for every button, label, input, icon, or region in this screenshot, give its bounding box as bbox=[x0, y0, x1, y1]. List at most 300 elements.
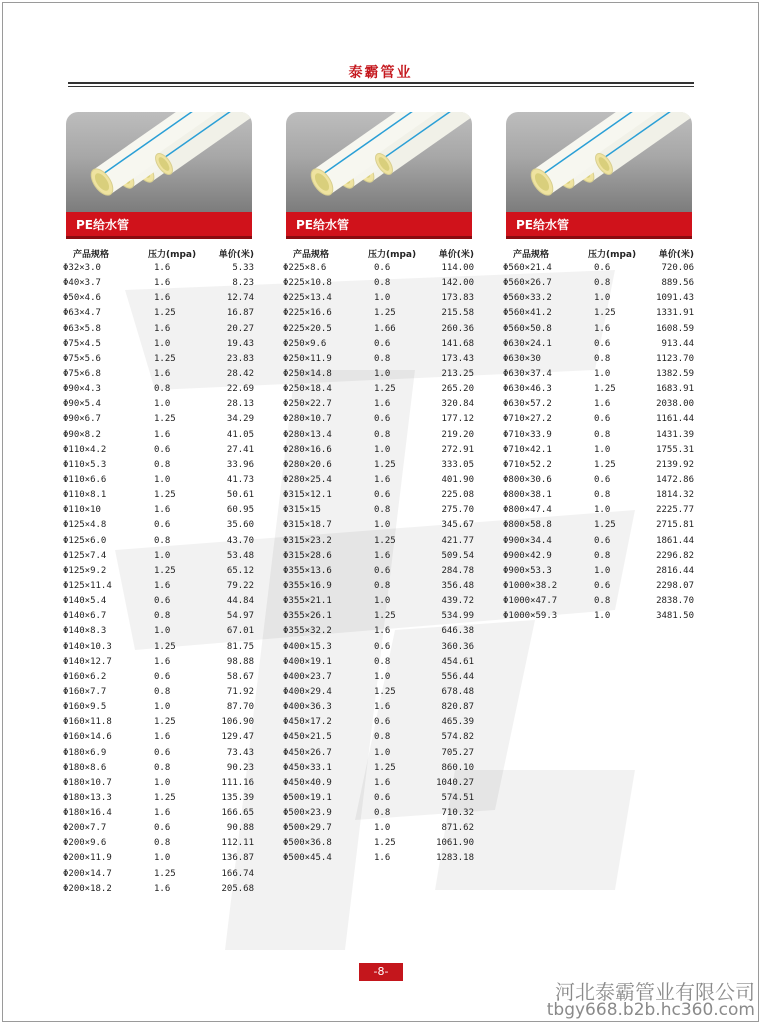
spec-cell: Φ630×46.3 bbox=[503, 384, 552, 395]
price-cell: 60.95 bbox=[226, 505, 254, 516]
table-row bbox=[283, 414, 476, 429]
price-cell: 90.23 bbox=[226, 762, 254, 773]
pressure-cell: 0.8 bbox=[374, 656, 391, 667]
spec-cell: Φ200×14.7 bbox=[63, 868, 112, 879]
table-row bbox=[63, 686, 256, 702]
price-cell: 219.20 bbox=[441, 429, 474, 440]
price-cell: 79.22 bbox=[226, 580, 254, 591]
spec-cell: Φ500×45.4 bbox=[283, 853, 332, 864]
price-cell: 646.38 bbox=[441, 626, 474, 637]
price-cell: 260.36 bbox=[441, 323, 474, 334]
pressure-cell: 1.6 bbox=[374, 702, 391, 713]
spec-cell: Φ1000×47.7 bbox=[503, 596, 558, 607]
pressure-cell: 1.6 bbox=[154, 505, 171, 516]
spec-cell: Φ450×21.5 bbox=[283, 732, 332, 743]
price-cell: 53.48 bbox=[226, 550, 254, 561]
spec-cell: Φ450×40.9 bbox=[283, 777, 332, 788]
price-cell: 265.20 bbox=[441, 384, 474, 395]
spec-cell: Φ225×8.6 bbox=[283, 263, 327, 273]
table-row bbox=[283, 838, 476, 853]
table-row bbox=[503, 520, 696, 535]
price-cell: 871.62 bbox=[441, 823, 474, 834]
table-row bbox=[283, 656, 476, 672]
spec-cell: Φ710×33.9 bbox=[503, 429, 552, 440]
pressure-cell: 1.6 bbox=[154, 293, 171, 304]
pressure-cell: 1.0 bbox=[374, 520, 391, 531]
spec-cell: Φ90×6.7 bbox=[63, 414, 101, 425]
spec-cell: Φ110×5.3 bbox=[63, 459, 107, 470]
table-row bbox=[283, 459, 476, 475]
table-row bbox=[283, 444, 476, 460]
header-rule-thin bbox=[68, 86, 694, 87]
spec-cell: Φ75×6.8 bbox=[63, 368, 101, 379]
pressure-cell: 1.25 bbox=[374, 308, 396, 319]
spec-cell: Φ250×14.8 bbox=[283, 368, 332, 379]
pressure-cell: 0.6 bbox=[374, 414, 391, 425]
footer-url: tbgy668.b2b.hc360.com bbox=[546, 1000, 755, 1020]
price-cell: 28.42 bbox=[226, 368, 254, 379]
pressure-cell: 0.6 bbox=[594, 338, 611, 349]
spec-cell: Φ800×38.1 bbox=[503, 490, 552, 501]
spec-cell: Φ400×36.3 bbox=[283, 702, 332, 713]
header-pressure: 压力(mpa) bbox=[368, 250, 417, 260]
table-row bbox=[63, 777, 256, 793]
price-cell: 141.68 bbox=[441, 338, 474, 349]
pressure-cell: 1.25 bbox=[374, 535, 396, 546]
table-row bbox=[283, 626, 476, 641]
pressure-cell: 1.25 bbox=[374, 459, 396, 470]
spec-cell: Φ75×5.6 bbox=[63, 353, 101, 364]
spec-cell: Φ180×10.7 bbox=[63, 777, 112, 788]
table-row bbox=[283, 762, 476, 778]
pressure-cell: 1.6 bbox=[374, 626, 391, 637]
price-cell: 28.13 bbox=[226, 399, 254, 410]
spec-cell: Φ90×8.2 bbox=[63, 429, 101, 440]
spec-cell: Φ90×5.4 bbox=[63, 399, 101, 410]
pressure-cell: 1.25 bbox=[374, 762, 396, 773]
product-banner bbox=[66, 212, 252, 239]
spec-cell: Φ800×58.8 bbox=[503, 520, 552, 531]
price-cell: 1382.59 bbox=[656, 368, 694, 379]
table-row bbox=[63, 429, 256, 445]
price-cell: 41.05 bbox=[226, 429, 254, 440]
spec-cell: Φ180×6.9 bbox=[63, 747, 107, 758]
table-row bbox=[283, 596, 476, 611]
price-cell: 129.47 bbox=[221, 732, 254, 743]
pressure-cell: 1.66 bbox=[374, 323, 396, 334]
pressure-cell: 0.8 bbox=[374, 353, 391, 364]
table-header bbox=[66, 247, 256, 263]
spec-cell: Φ630×30 bbox=[503, 353, 541, 364]
header-rule bbox=[68, 82, 694, 84]
table-row bbox=[283, 792, 476, 808]
pressure-cell: 0.8 bbox=[154, 838, 171, 849]
table-row bbox=[283, 747, 476, 763]
price-cell: 173.83 bbox=[441, 293, 474, 304]
spec-cell: Φ560×50.8 bbox=[503, 323, 552, 334]
price-cell: 106.90 bbox=[221, 717, 254, 728]
table-row bbox=[283, 823, 476, 838]
table-row bbox=[503, 505, 696, 520]
spec-cell: Φ710×42.1 bbox=[503, 444, 552, 455]
table-row bbox=[503, 580, 696, 596]
pressure-cell: 0.8 bbox=[154, 762, 171, 773]
header-price: 单价(米) bbox=[658, 250, 694, 260]
price-cell: 272.91 bbox=[441, 444, 474, 455]
price-cell: 356.48 bbox=[441, 580, 474, 591]
table-row bbox=[283, 490, 476, 505]
price-cell: 1123.70 bbox=[656, 353, 694, 364]
pressure-cell: 1.0 bbox=[154, 474, 171, 485]
price-cell: 2225.77 bbox=[656, 505, 694, 516]
header-spec: 产品规格 bbox=[73, 250, 110, 260]
table-row bbox=[63, 732, 256, 747]
spec-cell: Φ75×4.5 bbox=[63, 338, 101, 349]
pressure-cell: 1.0 bbox=[374, 368, 391, 379]
page-title: 泰霸管业 bbox=[348, 65, 413, 81]
table-row bbox=[283, 323, 476, 339]
spec-cell: Φ225×10.8 bbox=[283, 278, 332, 289]
table-row bbox=[63, 550, 256, 566]
table-row bbox=[503, 384, 696, 399]
spec-cell: Φ900×42.9 bbox=[503, 550, 552, 561]
pressure-cell: 1.6 bbox=[374, 399, 391, 410]
spec-cell: Φ280×13.4 bbox=[283, 429, 332, 440]
product-column-2 bbox=[283, 112, 476, 869]
spec-cell: Φ500×29.7 bbox=[283, 823, 332, 834]
pressure-cell: 1.6 bbox=[154, 656, 171, 667]
price-cell: 556.44 bbox=[441, 671, 474, 682]
spec-cell: Φ500×23.9 bbox=[283, 808, 332, 819]
table-row bbox=[63, 717, 256, 732]
price-cell: 454.61 bbox=[441, 656, 474, 667]
price-cell: 465.39 bbox=[441, 717, 474, 728]
banner-label: PE给水管 bbox=[516, 218, 569, 232]
price-cell: 90.88 bbox=[226, 823, 254, 834]
spec-cell: Φ250×9.6 bbox=[283, 338, 327, 349]
price-cell: 16.87 bbox=[226, 308, 254, 319]
table-row bbox=[283, 550, 476, 566]
table-row bbox=[63, 444, 256, 460]
price-cell: 534.99 bbox=[441, 611, 474, 622]
table-row bbox=[283, 777, 476, 793]
price-cell: 22.69 bbox=[226, 384, 254, 395]
price-cell: 111.16 bbox=[221, 777, 254, 788]
price-cell: 2038.00 bbox=[656, 399, 694, 410]
price-cell: 50.61 bbox=[226, 490, 254, 501]
price-cell: 320.84 bbox=[441, 399, 474, 410]
table-row bbox=[503, 278, 696, 293]
spec-cell: Φ355×32.2 bbox=[283, 626, 332, 637]
pressure-cell: 1.25 bbox=[374, 384, 396, 395]
price-cell: 705.27 bbox=[441, 747, 474, 758]
price-cell: 136.87 bbox=[221, 853, 254, 864]
price-cell: 1755.31 bbox=[656, 444, 694, 455]
table-row bbox=[63, 308, 256, 323]
pressure-cell: 1.25 bbox=[594, 308, 616, 319]
spec-cell: Φ315×23.2 bbox=[283, 535, 332, 546]
spec-cell: Φ63×5.8 bbox=[63, 323, 101, 334]
price-cell: 720.06 bbox=[661, 263, 694, 273]
spec-cell: Φ200×18.2 bbox=[63, 883, 112, 894]
table-row bbox=[503, 596, 696, 611]
pressure-cell: 1.0 bbox=[154, 777, 171, 788]
table-row bbox=[503, 353, 696, 369]
pressure-cell: 1.25 bbox=[154, 490, 176, 501]
table-row bbox=[63, 702, 256, 717]
price-cell: 345.67 bbox=[441, 520, 474, 531]
table-row bbox=[283, 535, 476, 551]
spec-cell: Φ280×10.7 bbox=[283, 414, 332, 425]
table-row bbox=[63, 808, 256, 823]
spec-cell: Φ125×9.2 bbox=[63, 565, 107, 576]
pressure-cell: 1.6 bbox=[374, 550, 391, 561]
price-cell: 3481.50 bbox=[656, 611, 694, 622]
spec-cell: Φ560×41.2 bbox=[503, 308, 552, 319]
price-cell: 913.44 bbox=[661, 338, 694, 349]
spec-cell: Φ90×4.3 bbox=[63, 384, 101, 395]
price-cell: 73.43 bbox=[226, 747, 254, 758]
pressure-cell: 1.0 bbox=[594, 565, 611, 576]
pressure-cell: 1.6 bbox=[374, 777, 391, 788]
spec-cell: Φ280×20.6 bbox=[283, 459, 332, 470]
price-table bbox=[503, 263, 696, 626]
pressure-cell: 0.6 bbox=[154, 747, 171, 758]
table-row bbox=[63, 368, 256, 384]
table-row bbox=[503, 368, 696, 384]
pressure-cell: 0.8 bbox=[374, 808, 391, 819]
spec-cell: Φ125×7.4 bbox=[63, 550, 107, 561]
pipes-image-icon bbox=[286, 112, 472, 212]
spec-cell: Φ315×12.1 bbox=[283, 490, 332, 501]
spec-cell: Φ140×10.3 bbox=[63, 641, 112, 652]
header-pressure: 压力(mpa) bbox=[588, 250, 637, 260]
price-cell: 33.96 bbox=[226, 459, 254, 470]
table-header bbox=[506, 247, 696, 263]
table-row bbox=[283, 368, 476, 384]
spec-cell: Φ140×8.3 bbox=[63, 626, 107, 637]
header-spec: 产品规格 bbox=[293, 250, 330, 260]
pressure-cell: 1.0 bbox=[594, 293, 611, 304]
table-row bbox=[503, 429, 696, 445]
pressure-cell: 1.0 bbox=[154, 550, 171, 561]
pressure-cell: 1.6 bbox=[154, 278, 171, 289]
spec-cell: Φ160×9.5 bbox=[63, 702, 107, 713]
pressure-cell: 1.25 bbox=[154, 353, 176, 364]
table-header bbox=[286, 247, 476, 263]
table-row bbox=[503, 565, 696, 581]
table-row bbox=[63, 263, 256, 278]
table-row bbox=[63, 671, 256, 687]
pipes-image-icon bbox=[506, 112, 692, 212]
price-cell: 1283.18 bbox=[436, 853, 474, 864]
price-cell: 213.25 bbox=[441, 368, 474, 379]
pressure-cell: 1.25 bbox=[594, 520, 616, 531]
price-cell: 166.65 bbox=[221, 808, 254, 819]
price-cell: 112.11 bbox=[221, 838, 254, 849]
table-row bbox=[503, 308, 696, 323]
pressure-cell: 0.6 bbox=[154, 444, 171, 455]
price-cell: 215.58 bbox=[441, 308, 474, 319]
pressure-cell: 0.8 bbox=[154, 686, 171, 697]
price-cell: 27.41 bbox=[226, 444, 254, 455]
header-spec: 产品规格 bbox=[513, 250, 550, 260]
table-row bbox=[283, 505, 476, 520]
table-row bbox=[63, 459, 256, 475]
table-row bbox=[283, 580, 476, 596]
price-cell: 1683.91 bbox=[656, 384, 694, 395]
table-row bbox=[503, 323, 696, 339]
pressure-cell: 1.6 bbox=[154, 323, 171, 334]
pressure-cell: 0.6 bbox=[154, 823, 171, 834]
spec-cell: Φ355×21.1 bbox=[283, 596, 332, 607]
spec-cell: Φ110×6.6 bbox=[63, 474, 107, 485]
spec-cell: Φ630×57.2 bbox=[503, 399, 552, 410]
pressure-cell: 1.25 bbox=[374, 686, 396, 697]
pressure-cell: 0.6 bbox=[374, 717, 391, 728]
pressure-cell: 1.0 bbox=[374, 293, 391, 304]
pressure-cell: 1.6 bbox=[154, 808, 171, 819]
spec-cell: Φ315×15 bbox=[283, 505, 321, 516]
pressure-cell: 1.25 bbox=[154, 308, 176, 319]
spec-cell: Φ500×19.1 bbox=[283, 792, 332, 803]
pressure-cell: 0.8 bbox=[594, 490, 611, 501]
table-row bbox=[63, 490, 256, 505]
spec-cell: Φ225×20.5 bbox=[283, 323, 332, 334]
pressure-cell: 0.6 bbox=[374, 263, 391, 273]
table-row bbox=[283, 671, 476, 687]
pressure-cell: 1.25 bbox=[374, 611, 396, 622]
table-row bbox=[503, 611, 696, 626]
table-row bbox=[503, 535, 696, 551]
spec-cell: Φ50×4.6 bbox=[63, 293, 101, 304]
spec-cell: Φ280×25.4 bbox=[283, 474, 332, 485]
pressure-cell: 0.6 bbox=[374, 792, 391, 803]
price-cell: 43.70 bbox=[226, 535, 254, 546]
price-cell: 2298.07 bbox=[656, 580, 694, 591]
pressure-cell: 1.25 bbox=[154, 414, 176, 425]
price-cell: 135.39 bbox=[221, 792, 254, 803]
spec-cell: Φ160×14.6 bbox=[63, 732, 112, 743]
spec-cell: Φ110×4.2 bbox=[63, 444, 107, 455]
product-photo bbox=[286, 112, 472, 212]
table-row bbox=[63, 823, 256, 838]
spec-cell: Φ400×19.1 bbox=[283, 656, 332, 667]
pressure-cell: 0.8 bbox=[374, 429, 391, 440]
table-row bbox=[283, 384, 476, 399]
spec-cell: Φ400×15.3 bbox=[283, 641, 332, 652]
price-cell: 34.29 bbox=[226, 414, 254, 425]
pressure-cell: 1.6 bbox=[154, 580, 171, 591]
pressure-cell: 1.0 bbox=[154, 338, 171, 349]
pressure-cell: 0.8 bbox=[594, 353, 611, 364]
spec-cell: Φ800×47.4 bbox=[503, 505, 552, 516]
spec-cell: Φ180×13.3 bbox=[63, 792, 112, 803]
spec-cell: Φ500×36.8 bbox=[283, 838, 332, 849]
spec-cell: Φ200×9.6 bbox=[63, 838, 107, 849]
pressure-cell: 1.6 bbox=[154, 263, 171, 273]
pressure-cell: 0.8 bbox=[374, 278, 391, 289]
price-cell: 142.00 bbox=[441, 278, 474, 289]
table-row bbox=[63, 762, 256, 778]
table-row bbox=[63, 792, 256, 808]
price-cell: 1814.32 bbox=[656, 490, 694, 501]
table-row bbox=[63, 656, 256, 672]
table-row bbox=[63, 626, 256, 641]
table-row bbox=[63, 580, 256, 596]
table-row bbox=[63, 338, 256, 354]
header-price: 单价(米) bbox=[438, 250, 474, 260]
pressure-cell: 1.6 bbox=[154, 732, 171, 743]
banner-label: PE给水管 bbox=[76, 218, 129, 232]
pressure-cell: 1.25 bbox=[374, 838, 396, 849]
table-row bbox=[283, 263, 476, 278]
price-cell: 12.74 bbox=[226, 293, 254, 304]
price-cell: 1608.59 bbox=[656, 323, 694, 334]
spec-cell: Φ40×3.7 bbox=[63, 278, 101, 289]
price-cell: 65.12 bbox=[226, 565, 254, 576]
spec-cell: Φ160×11.8 bbox=[63, 717, 112, 728]
table-row bbox=[503, 444, 696, 460]
price-cell: 2296.82 bbox=[656, 550, 694, 561]
pressure-cell: 0.8 bbox=[594, 278, 611, 289]
pressure-cell: 0.6 bbox=[594, 535, 611, 546]
pressure-cell: 0.6 bbox=[374, 338, 391, 349]
pressure-cell: 0.6 bbox=[374, 641, 391, 652]
table-row bbox=[283, 520, 476, 535]
table-row bbox=[63, 747, 256, 763]
price-cell: 401.90 bbox=[441, 474, 474, 485]
table-row bbox=[283, 429, 476, 445]
pressure-cell: 1.0 bbox=[594, 368, 611, 379]
table-row bbox=[283, 853, 476, 868]
table-row bbox=[63, 474, 256, 490]
pressure-cell: 1.0 bbox=[154, 853, 171, 864]
spec-cell: Φ355×26.1 bbox=[283, 611, 332, 622]
spec-cell: Φ140×12.7 bbox=[63, 656, 112, 667]
price-cell: 1331.91 bbox=[656, 308, 694, 319]
pressure-cell: 1.25 bbox=[154, 565, 176, 576]
table-row bbox=[283, 338, 476, 354]
price-cell: 275.70 bbox=[441, 505, 474, 516]
spec-cell: Φ315×18.7 bbox=[283, 520, 332, 531]
spec-cell: Φ315×28.6 bbox=[283, 550, 332, 561]
price-cell: 35.60 bbox=[226, 520, 254, 531]
spec-cell: Φ110×10 bbox=[63, 505, 101, 516]
spec-cell: Φ560×21.4 bbox=[503, 263, 552, 273]
pressure-cell: 1.6 bbox=[154, 368, 171, 379]
price-cell: 710.32 bbox=[441, 808, 474, 819]
price-cell: 98.88 bbox=[226, 656, 254, 667]
table-row bbox=[283, 702, 476, 717]
pressure-cell: 1.6 bbox=[154, 429, 171, 440]
table-row bbox=[503, 550, 696, 566]
price-cell: 19.43 bbox=[226, 338, 254, 349]
spec-cell: Φ800×30.6 bbox=[503, 474, 552, 485]
price-cell: 333.05 bbox=[441, 459, 474, 470]
product-column-3 bbox=[503, 112, 696, 626]
price-cell: 860.10 bbox=[441, 762, 474, 773]
table-row bbox=[283, 399, 476, 414]
pressure-cell: 0.6 bbox=[374, 490, 391, 501]
spec-cell: Φ710×27.2 bbox=[503, 414, 552, 425]
pressure-cell: 1.0 bbox=[594, 505, 611, 516]
spec-cell: Φ280×16.6 bbox=[283, 444, 332, 455]
table-row bbox=[283, 686, 476, 702]
spec-cell: Φ125×6.0 bbox=[63, 535, 107, 546]
table-row bbox=[283, 732, 476, 747]
table-row bbox=[283, 808, 476, 823]
